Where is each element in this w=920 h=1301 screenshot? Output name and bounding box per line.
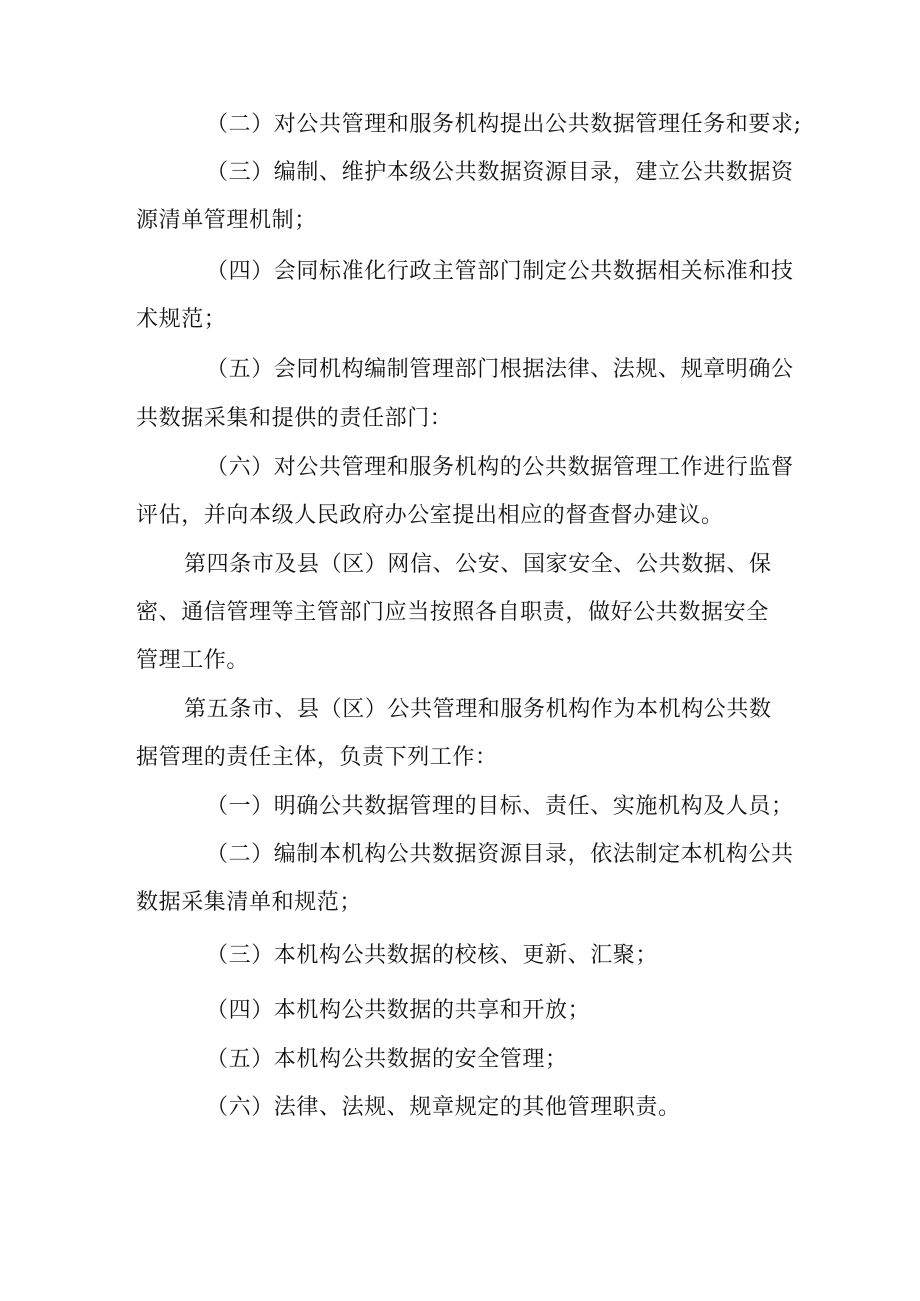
- text-line: 密、通信管理等主管部门应当按照各自职责，做好公共数据安全: [136, 600, 769, 625]
- text-line: 术规范；: [136, 307, 227, 332]
- text-line: （四）会同标准化行政主管部门制定公共数据相关标准和技: [206, 259, 794, 284]
- text-line: （六）法律、法规、规章规定的其他管理职责。: [206, 1095, 681, 1120]
- text-line: （一）明确公共数据管理的目标、责任、实施机构及人员；: [206, 794, 794, 819]
- text-line: （三）本机构公共数据的校核、更新、汇聚；: [206, 943, 659, 968]
- text-line: （二）编制本机构公共数据资源目录，依法制定本机构公共: [206, 842, 794, 867]
- text-line: 源清单管理机制；: [136, 208, 317, 233]
- text-line: （五）会同机构编制管理部门根据法律、法规、规章明确公: [206, 357, 794, 382]
- text-line: 管理工作。: [136, 648, 250, 673]
- text-line: 评估，并向本级人民政府办公室提出相应的督查督办建议。: [136, 503, 724, 528]
- text-line: （三）编制、维护本级公共数据资源目录，建立公共数据资: [206, 160, 794, 185]
- text-line: 第五条市、县（区）公共管理和服务机构作为本机构公共数: [184, 697, 772, 722]
- text-line: （四）本机构公共数据的共享和开放；: [206, 998, 591, 1023]
- text-line: （五）本机构公共数据的安全管理；: [206, 1047, 568, 1072]
- text-line: 数据采集清单和规范；: [136, 890, 363, 915]
- text-line: （二）对公共管理和服务机构提出公共数据管理任务和要求;: [206, 112, 802, 137]
- text-line: 据管理的责任主体，负责下列工作：: [136, 745, 498, 770]
- text-line: 共数据采集和提供的责任部门：: [136, 406, 453, 431]
- text-line: （六）对公共管理和服务机构的公共数据管理工作进行监督: [206, 455, 794, 480]
- text-line: 第四条市及县（区）网信、公安、国家安全、公共数据、保: [184, 552, 772, 577]
